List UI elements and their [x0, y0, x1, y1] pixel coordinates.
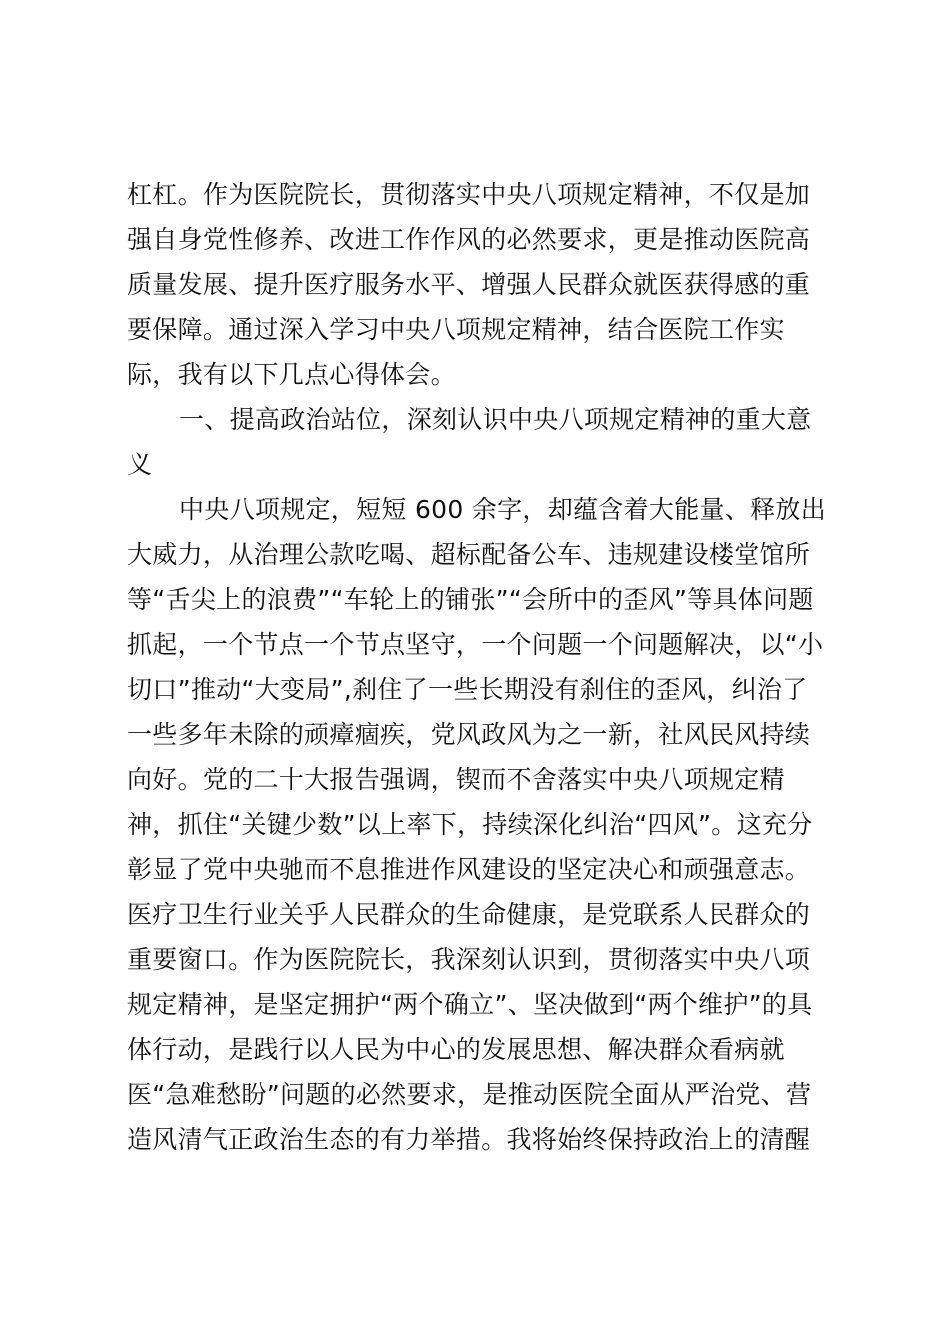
- document-body: [127, 172, 827, 1162]
- text-line: 神，抓住“关键少数”以上率下，持续深化纠治“四风”。这充分: [127, 810, 813, 839]
- text-line: 切口”推动“大变局”,刹住了一些长期没有刹住的歪风，纠治了: [127, 675, 808, 704]
- text-line: 杠杠。作为医院院长，贯彻落实中央八项规定精神，不仅是加: [127, 180, 811, 209]
- text-line: 大威力，从治理公款吃喝、超标配备公车、违规建设楼堂馆所: [127, 540, 811, 569]
- text-line: 质量发展、提升医疗服务水平、增强人民群众就医获得感的重: [127, 270, 811, 299]
- text-line: 医“急难愁盼”问题的必然要求，是推动医院全面从严治党、营: [127, 1080, 812, 1109]
- text-line: 际，我有以下几点心得体会。: [127, 360, 456, 389]
- text-line: 彰显了党中央驰而不息推进作风建设的坚定决心和顽强意志。: [127, 855, 811, 884]
- section-heading-line: 义: [127, 450, 153, 479]
- text-line: 等“舌尖上的浪费”“车轮上的铺张”“会所中的歪风”等具体问题: [127, 585, 814, 614]
- text-line: 一些多年未除的顽瘴痼疾，党风政风为之一新，社风民风持续: [127, 720, 811, 749]
- text-line: 医疗卫生行业关乎人民群众的生命健康，是党联系人民群众的: [127, 900, 811, 929]
- text-line: 强自身党性修养、改进工作作风的必然要求，更是推动医院高: [127, 225, 811, 254]
- text-line: 向好。党的二十大报告强调，锲而不舍落实中央八项规定精: [127, 765, 785, 794]
- section-heading-line: 一、提高政治站位，深刻认识中央八项规定精神的重大意: [179, 405, 812, 434]
- text-line: 重要窗口。作为医院院长，我深刻认识到，贯彻落实中央八项: [127, 945, 811, 974]
- text-line: 抓起，一个节点一个节点坚守，一个问题一个问题解决，以“小: [127, 630, 824, 659]
- text-line: 规定精神，是坚定拥护“两个确立”、坚决做到“两个维护”的具: [127, 990, 813, 1019]
- text-line: 造风清气正政治生态的有力举措。我将始终保持政治上的清醒: [127, 1125, 811, 1154]
- text-line: 中央八项规定，短短 600 余字，却蕴含着大能量、释放出: [179, 495, 827, 524]
- text-line: 要保障。通过深入学习中央八项规定精神，结合医院工作实: [127, 315, 785, 344]
- text-line: 体行动，是践行以人民为中心的发展思想、解决群众看病就: [127, 1035, 785, 1064]
